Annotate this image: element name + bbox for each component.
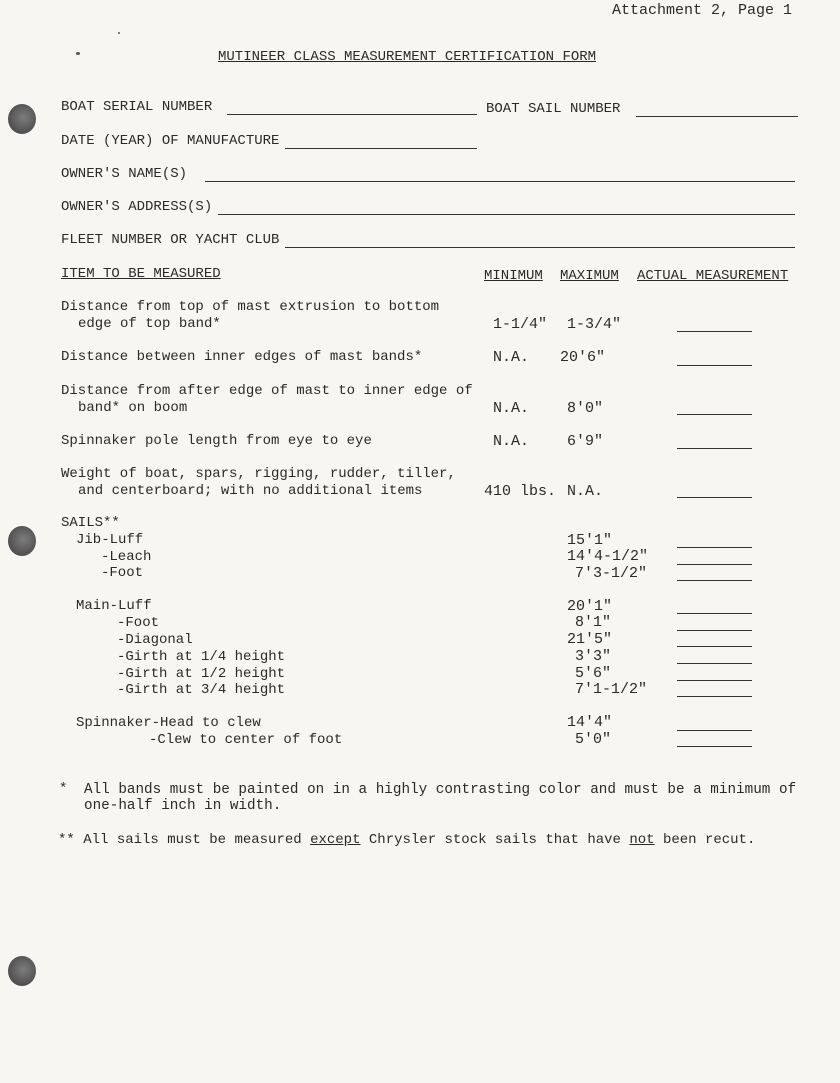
note-1-mark: *: [59, 781, 68, 797]
boat-serial-field[interactable]: [227, 114, 477, 115]
note-2-not: not: [629, 832, 655, 848]
girth-quarter-label: -Girth at 1/4 height: [117, 649, 286, 665]
column-maximum: MAXIMUM: [560, 268, 619, 284]
boom-minimum: N.A.: [493, 400, 530, 417]
spinnaker-head-maximum: 14'4": [567, 714, 613, 731]
girth-half-actual-field[interactable]: [677, 680, 752, 681]
bands-actual-field[interactable]: [677, 365, 752, 366]
owner-address-label: OWNER'S ADDRESS(S): [61, 199, 213, 215]
main-foot-actual-field[interactable]: [677, 630, 752, 631]
note-2-text-b: Chrysler stock sails that have: [360, 832, 630, 848]
spinnaker-clew-label: -Clew to center of foot: [149, 732, 343, 748]
speck: [118, 32, 120, 34]
mast-top-minimum: 1-1/4": [493, 316, 548, 333]
attachment-label: Attachment 2, Page 1: [612, 2, 793, 19]
item-mast-top-line2: edge of top band*: [78, 316, 221, 332]
jib-foot-maximum: 7'3-1/2": [575, 565, 648, 582]
punch-hole-bottom: [8, 956, 36, 986]
jib-luff-label: Jib-Luff: [76, 532, 144, 548]
form-title: MUTINEER CLASS MEASUREMENT CERTIFICATION FORM: [218, 49, 597, 65]
item-bands: Distance between inner edges of mast bands*: [61, 349, 423, 365]
owner-address-field[interactable]: [218, 214, 795, 215]
main-luff-actual-field[interactable]: [677, 613, 752, 614]
note-1-line1: All bands must be painted on in a highly contrasting color and must be a minimum of: [84, 782, 797, 798]
sails-heading: SAILS**: [61, 515, 120, 531]
owner-name-field[interactable]: [205, 181, 795, 182]
note-2-text-a: All sails must be measured: [83, 832, 311, 848]
main-foot-label: -Foot: [117, 615, 160, 631]
note-2-mark: **: [58, 832, 75, 848]
weight-maximum: N.A.: [567, 483, 604, 500]
boom-maximum: 8'0": [567, 400, 604, 417]
item-weight-line1: Weight of boat, spars, rigging, rudder, tiller,: [61, 466, 456, 482]
punch-hole-middle: [8, 526, 36, 556]
jib-foot-actual-field[interactable]: [677, 580, 752, 581]
date-manufacture-label: DATE (YEAR) OF MANUFACTURE: [61, 133, 280, 149]
note-1-line2: one-half inch in width.: [84, 798, 282, 814]
boom-actual-field[interactable]: [677, 414, 752, 415]
jib-leach-maximum: 14'4-1/2": [567, 548, 649, 565]
girth-three-quarter-label: -Girth at 3/4 height: [117, 682, 286, 698]
column-actual: ACTUAL MEASUREMENT: [637, 268, 789, 284]
main-luff-maximum: 20'1": [567, 598, 613, 615]
main-foot-maximum: 8'1": [575, 614, 612, 631]
jib-foot-label: -Foot: [101, 565, 144, 581]
mast-top-maximum: 1-3/4": [567, 316, 622, 333]
date-manufacture-field[interactable]: [285, 148, 477, 149]
boat-serial-label: BOAT SERIAL NUMBER: [61, 99, 213, 115]
mast-top-actual-field[interactable]: [677, 331, 752, 332]
pole-actual-field[interactable]: [677, 448, 752, 449]
main-diagonal-actual-field[interactable]: [677, 646, 752, 647]
pole-minimum: N.A.: [493, 433, 530, 450]
main-diagonal-label: -Diagonal: [117, 632, 193, 648]
item-pole: Spinnaker pole length from eye to eye: [61, 433, 372, 449]
item-mast-top-line1: Distance from top of mast extrusion to bottom: [61, 299, 440, 315]
fleet-field[interactable]: [285, 247, 795, 248]
speck: [76, 52, 80, 55]
column-minimum: MINIMUM: [484, 268, 543, 284]
main-diagonal-maximum: 21'5": [567, 631, 613, 648]
boat-sail-label: BOAT SAIL NUMBER: [486, 101, 621, 117]
girth-quarter-maximum: 3'3": [575, 648, 612, 665]
note-2-except: except: [310, 832, 361, 848]
weight-actual-field[interactable]: [677, 497, 752, 498]
item-boom-line2: band* on boom: [78, 400, 188, 416]
spinnaker-head-label: Spinnaker-Head to clew: [76, 715, 261, 731]
weight-minimum: 410 lbs.: [484, 483, 557, 500]
item-weight-line2: and centerboard; with no additional items: [78, 483, 423, 499]
jib-leach-actual-field[interactable]: [677, 564, 752, 565]
pole-maximum: 6'9": [567, 433, 604, 450]
main-luff-label: Main-Luff: [76, 598, 152, 614]
jib-leach-label: -Leach: [101, 549, 152, 565]
note-2: [58, 832, 755, 848]
girth-three-quarter-maximum: 7'1-1/2": [575, 681, 648, 698]
punch-hole-top: [8, 104, 36, 134]
note-2-text-c: been recut.: [654, 832, 756, 848]
item-boom-line1: Distance from after edge of mast to inner edge of: [61, 383, 473, 399]
fleet-label: FLEET NUMBER OR YACHT CLUB: [61, 232, 280, 248]
boat-sail-field[interactable]: [636, 116, 798, 117]
spinnaker-clew-maximum: 5'0": [575, 731, 612, 748]
jib-luff-actual-field[interactable]: [677, 547, 752, 548]
girth-three-quarter-actual-field[interactable]: [677, 696, 752, 697]
girth-quarter-actual-field[interactable]: [677, 663, 752, 664]
bands-minimum: N.A.: [493, 349, 530, 366]
owner-name-label: OWNER'S NAME(S): [61, 166, 188, 182]
girth-half-maximum: 5'6": [575, 665, 612, 682]
spinnaker-head-actual-field[interactable]: [677, 730, 752, 731]
jib-luff-maximum: 15'1": [567, 532, 613, 549]
column-item: ITEM TO BE MEASURED: [61, 266, 221, 282]
bands-maximum: 20'6": [560, 349, 606, 366]
spinnaker-clew-actual-field[interactable]: [677, 746, 752, 747]
girth-half-label: -Girth at 1/2 height: [117, 666, 286, 682]
